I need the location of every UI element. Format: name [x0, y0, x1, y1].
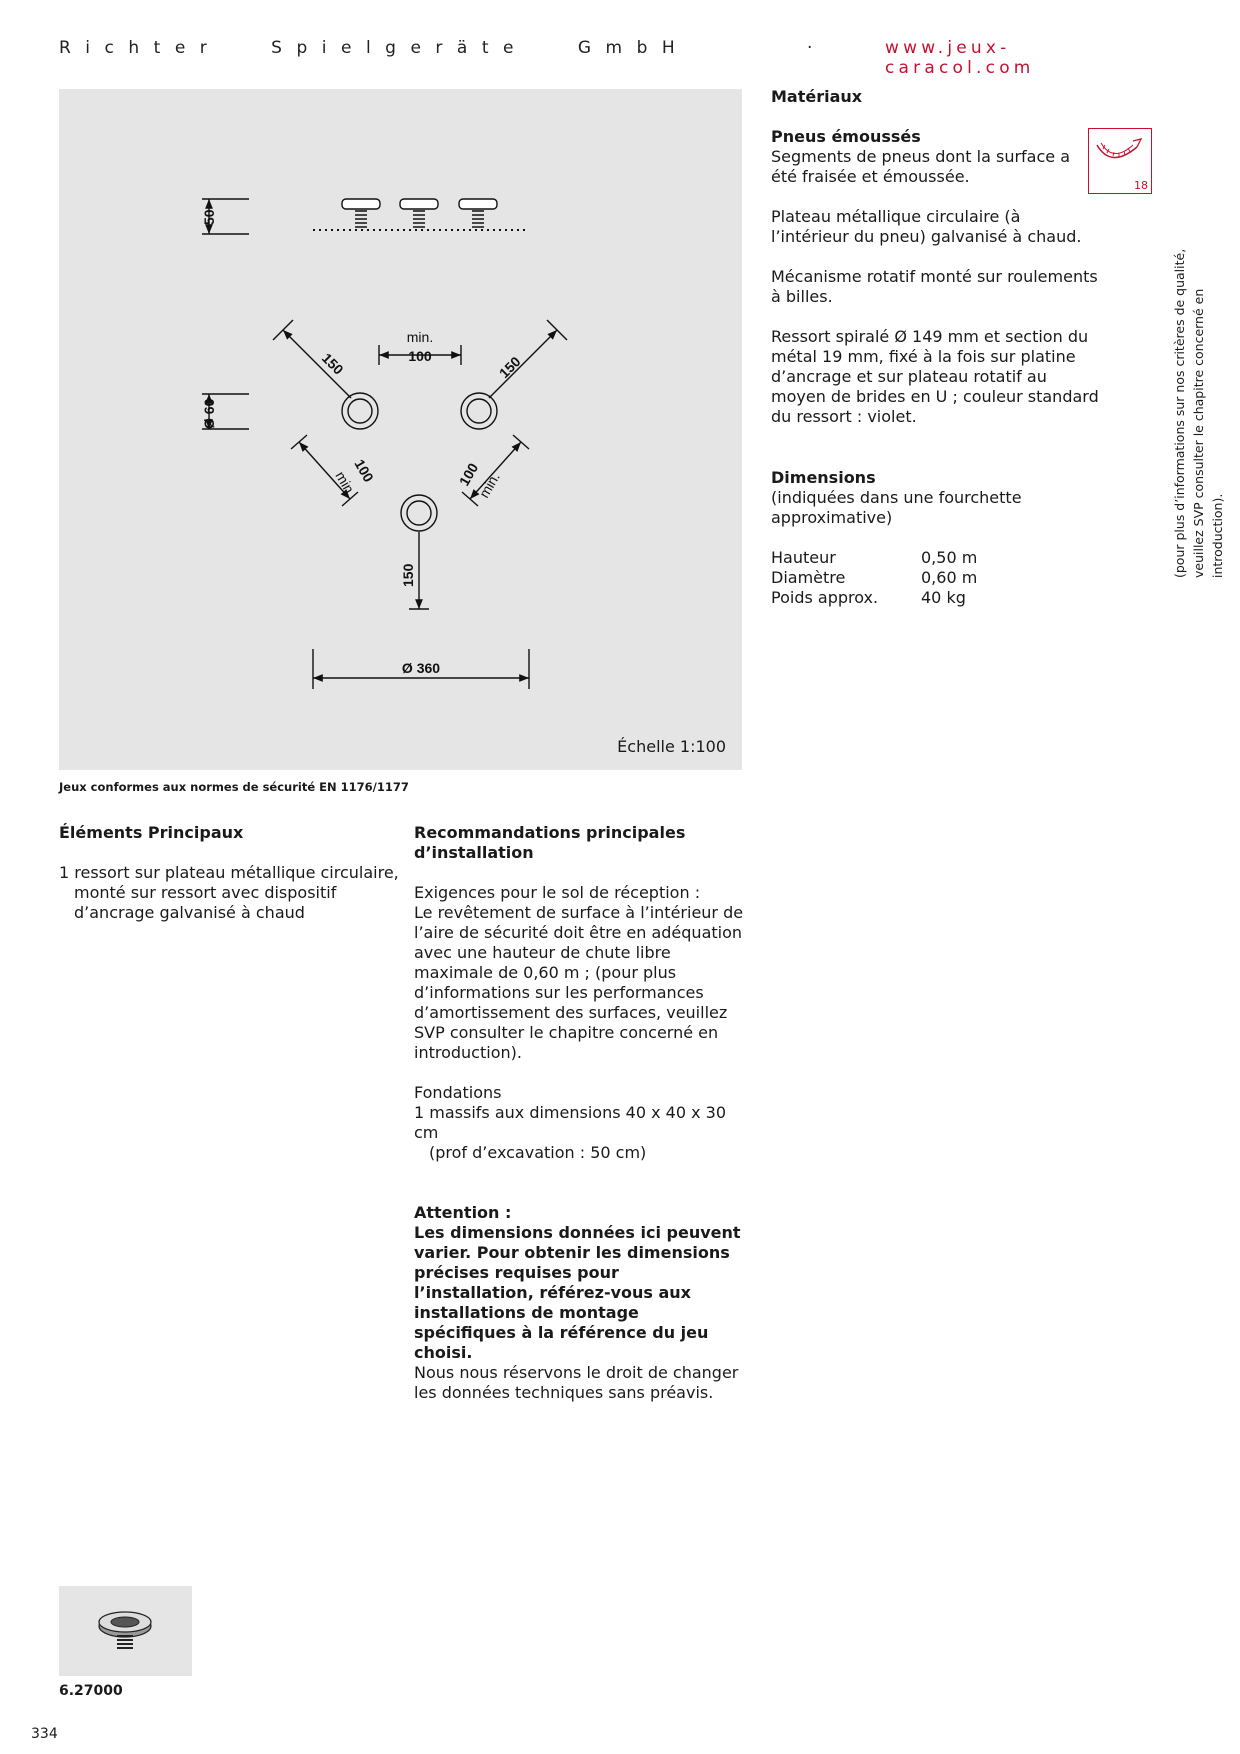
installation-title: Recommandations principales d’installation — [414, 823, 686, 862]
attention-bold: Les dimensions données ici peuvent varier. Pour obtenir les dimensions précises requises pour l’installation, référez-vous aux installations de montage spécifiques à la référence du jeu choisi. — [414, 1223, 741, 1362]
seat-side-2 — [400, 199, 438, 227]
materials-p1: Segments de pneus dont la surface a été fraisée et émoussée. — [771, 147, 1071, 186]
page-number: 334 — [31, 1726, 58, 1742]
min-value-right: 100 — [455, 460, 482, 489]
product-reference: 6.27000 — [59, 1683, 123, 1699]
main-elements-item: 1 ressort sur plateau métallique circulaire, monté sur ressort avec dispositif d’ancrage galvanisé à chaud — [59, 863, 399, 922]
spec-value: 0,60 m — [921, 568, 978, 587]
dimensions-subtitle: (indiquées dans une fourchette approximative) — [771, 488, 1022, 527]
drawing-svg — [59, 89, 742, 770]
foundations-title: Fondations — [414, 1083, 502, 1102]
spec-value: 0,50 m — [921, 548, 978, 567]
materials-p3: Mécanisme rotatif monté sur roulements à billes. — [771, 267, 1098, 306]
seat-side-3 — [459, 199, 497, 227]
spec-value: 40 kg — [921, 588, 966, 607]
seat-side-1 — [342, 199, 380, 227]
min-label-right: min. — [475, 469, 503, 501]
spec-row — [771, 548, 977, 567]
quality-side-note: (pour plus d’informations sur nos critères de qualité, veuillez SVP consulter le chapitre concerné en introduction). — [1172, 248, 1225, 578]
header-separator: · — [807, 38, 813, 58]
spec-label: Diamètre — [771, 568, 846, 587]
seat-plan-bottom — [401, 495, 437, 531]
min-value-top: 100 — [408, 348, 432, 364]
dimensions-title: Dimensions — [771, 468, 876, 487]
min-value-left: 100 — [351, 456, 377, 485]
height-dim-text: 50 — [201, 209, 217, 225]
attention-title: Attention : — [414, 1203, 512, 1222]
attention-normal: Nous nous réservons le droit de changer les données techniques sans préavis. — [414, 1363, 739, 1402]
spring-seat-icon — [59, 1586, 192, 1676]
spec-label: Poids approx. — [771, 588, 879, 607]
overall-diameter-text: Ø 360 — [401, 660, 441, 676]
min-label-left: min. — [332, 468, 360, 500]
materials-p2: Plateau métallique circulaire (à l’intérieur du pneu) galvanisé à chaud. — [771, 207, 1082, 246]
drawing-scale: Échelle 1:100 — [617, 737, 726, 756]
technical-drawing — [59, 89, 742, 770]
seat-plan-left — [342, 393, 378, 429]
main-elements-title: Éléments Principaux — [59, 823, 244, 842]
seat-plan-right — [461, 393, 497, 429]
company-name: Richter Spielgeräte GmbH — [59, 38, 690, 58]
website-link[interactable]: www.jeux-caracol.com — [885, 38, 1035, 78]
materials-title: Matériaux — [771, 87, 863, 106]
materials-p4: Ressort spiralé Ø 149 mm et section du métal 19 mm, fixé à la fois sur platine d’ancrage et sur plateau rotatif au moyen de brides en U ; couleur standard du ressort : violet. — [771, 327, 1099, 426]
main-elements-section — [59, 823, 399, 923]
foundations-sub: (prof d’excavation : 50 cm) — [429, 1143, 647, 1162]
min-label-top: min. — [406, 329, 434, 345]
safety-text-right: 150 — [495, 353, 524, 382]
safety-text-bottom: 150 — [400, 563, 416, 587]
foundations-text: 1 massifs aux dimensions 40 x 40 x 30 cm — [414, 1103, 726, 1142]
soil-text: Le revêtement de surface à l’intérieur de l’aire de sécurité doit être en adéquation avec une hauteur de chute libre maximale de 0,60 m ; (pour plus d’informations sur les performances d’amortissement des surfaces, veuillez SVP consulter le chapitre concerné en introduction). — [414, 903, 744, 1062]
spec-label: Hauteur — [771, 548, 836, 567]
tyre-badge-number: 18 — [1134, 179, 1148, 192]
tyres-title: Pneus émoussés — [771, 127, 921, 146]
spec-row — [771, 588, 966, 607]
page-header — [59, 38, 1109, 78]
spec-row — [771, 568, 977, 587]
safety-text-left: 150 — [318, 349, 347, 378]
installation-section — [414, 823, 744, 1403]
safety-norms: Jeux conformes aux normes de sécurité EN 1176/1177 — [59, 780, 409, 794]
seat-diameter-text: Ø 60 — [201, 398, 217, 429]
soil-title: Exigences pour le sol de réception : — [414, 883, 701, 902]
product-thumbnail — [59, 1586, 192, 1676]
